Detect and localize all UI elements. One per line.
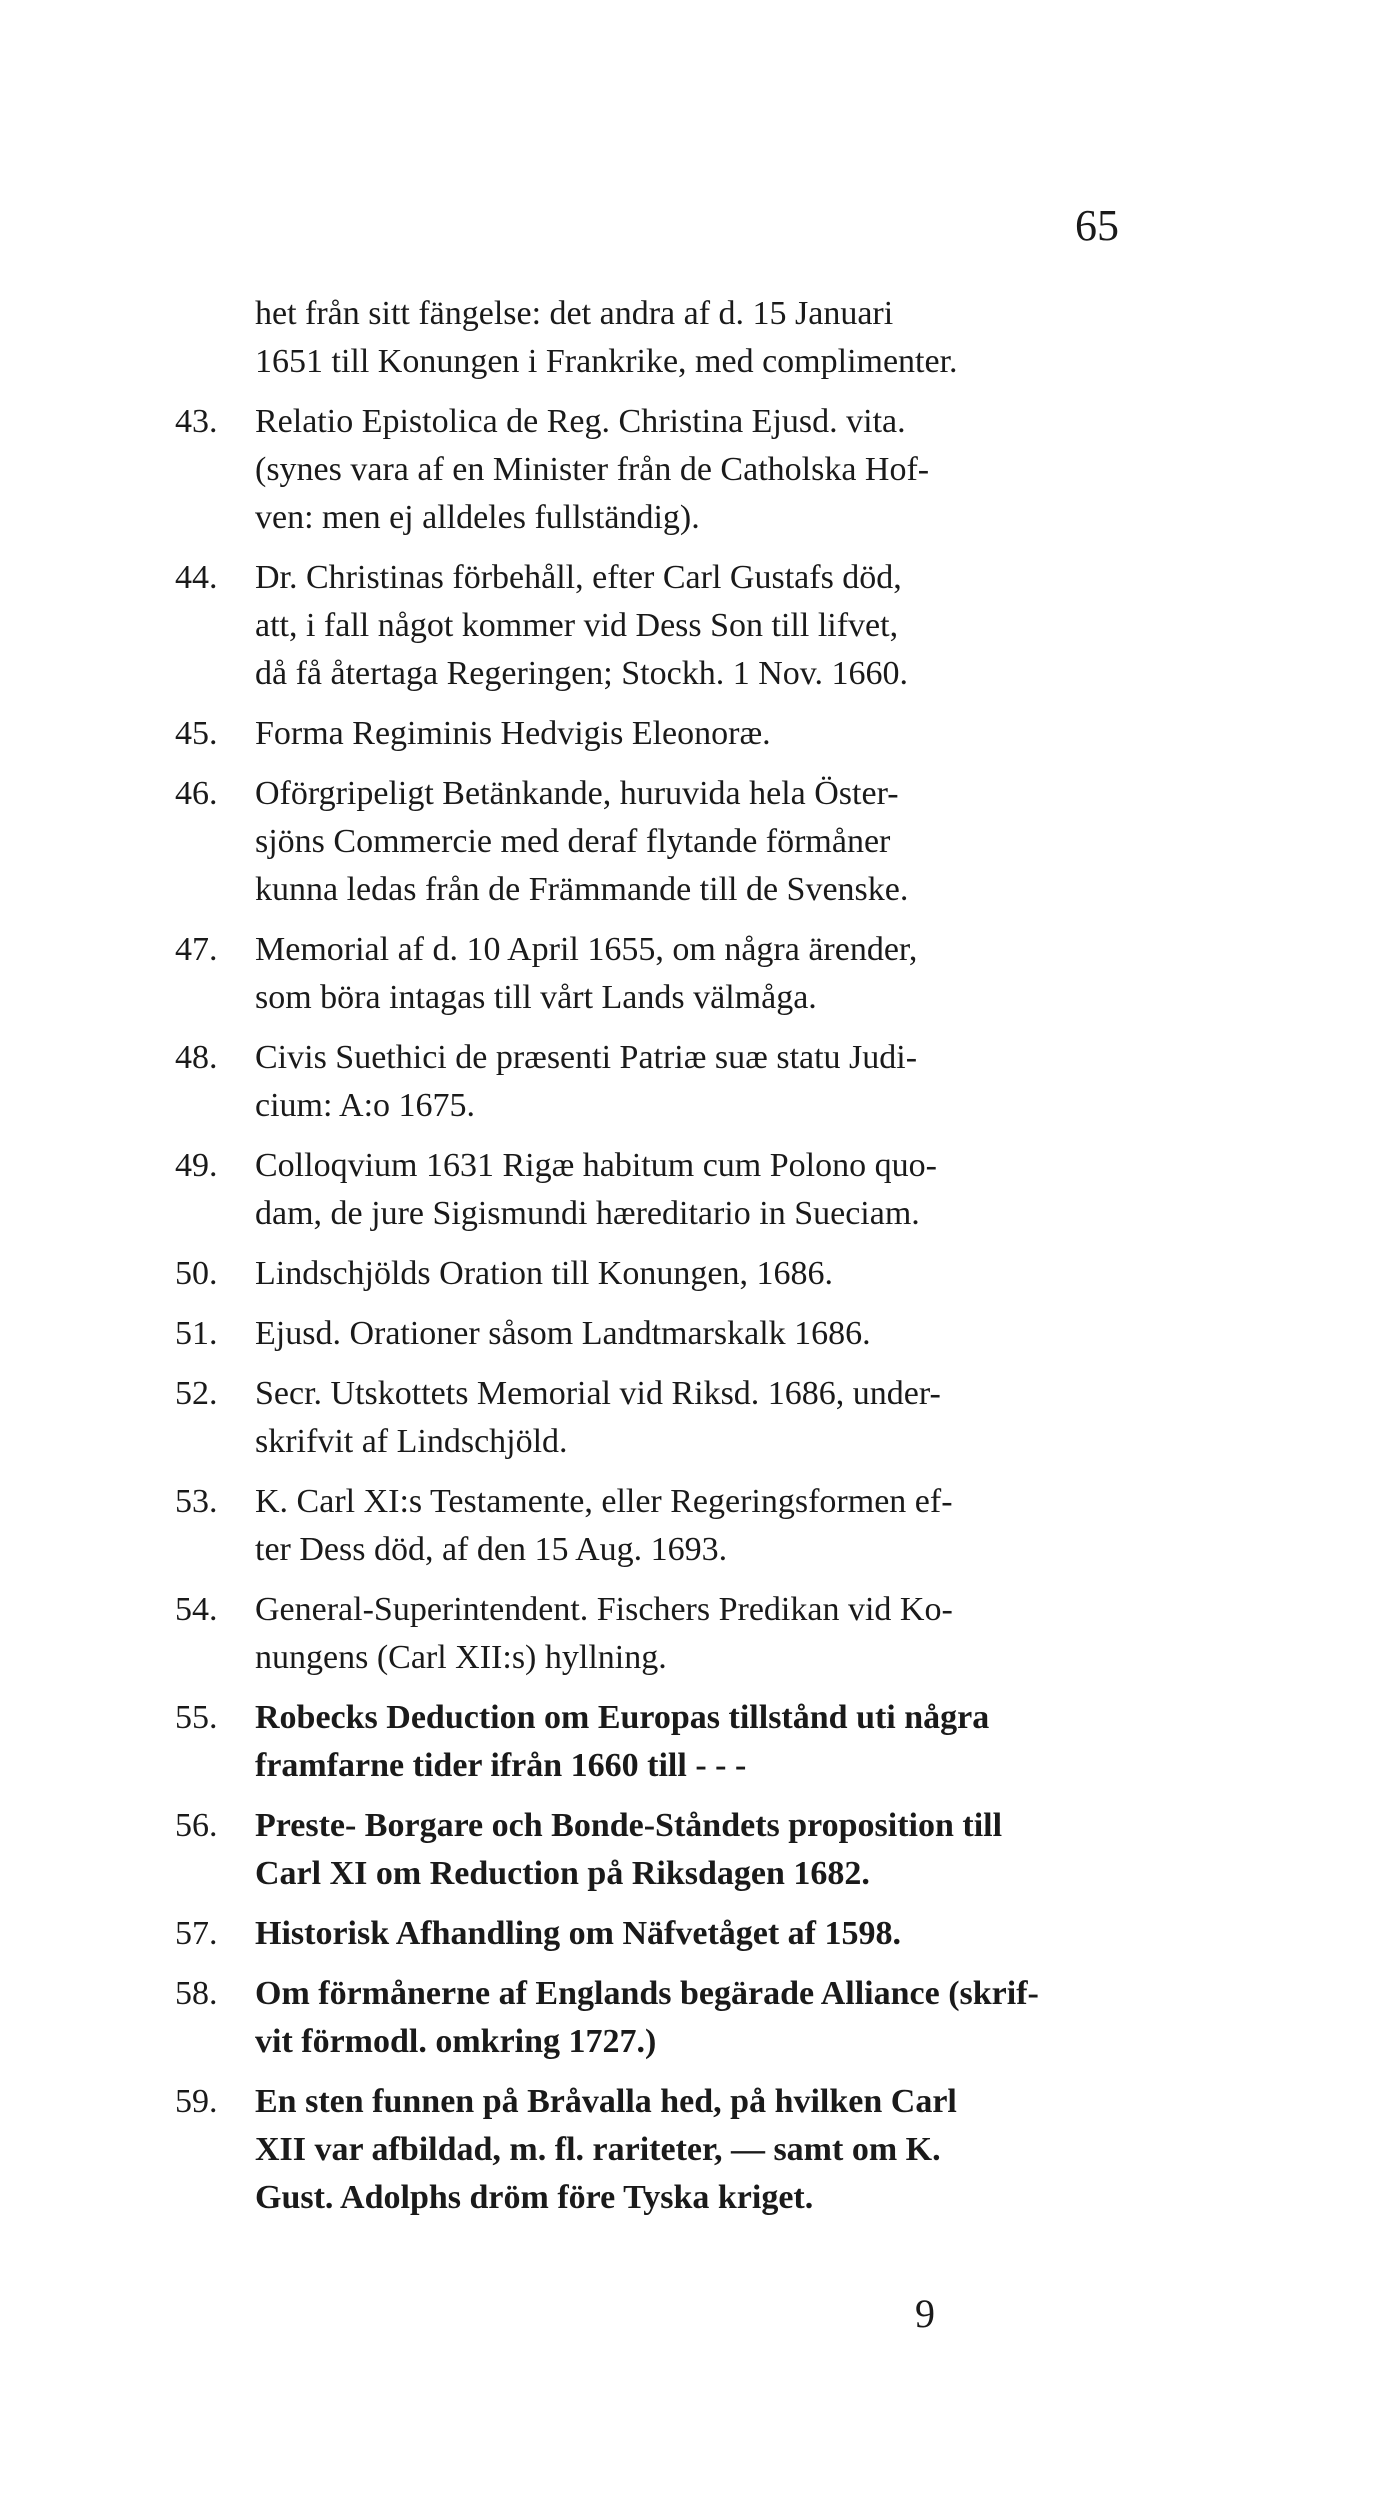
entry-text: Colloqvium 1631 Rigæ habitum cum Polono quo- <box>255 1147 937 1184</box>
list-item <box>175 1958 1185 2066</box>
text-line: het från sitt fängelse: det andra af d. 15 Januari <box>255 295 894 332</box>
text-line <box>175 1190 1185 1238</box>
entry-text: dam, de jure Sigismundi hæreditario in Sueciam. <box>255 1195 920 1232</box>
entry-text: ven: men ej alldeles fullständig). <box>255 499 700 536</box>
text-line <box>175 1310 1185 1358</box>
entry-text: K. Carl XI:s Testamente, eller Regeringsformen ef- <box>255 1483 953 1520</box>
entry-text: Memorial af d. 10 April 1655, om några ärender, <box>255 931 918 968</box>
list-item <box>175 2066 1185 2222</box>
list-item <box>175 1130 1185 1238</box>
entry-number: 58. <box>175 1975 218 2012</box>
text-line <box>175 866 1185 914</box>
text-line <box>175 494 1185 542</box>
text-line <box>175 446 1185 494</box>
text-line <box>175 2126 1185 2174</box>
page-body <box>175 290 1185 2222</box>
list-item <box>175 1574 1185 1682</box>
entry-text: Forma Regiminis Hedvigis Eleonoræ. <box>255 715 771 752</box>
entry-number: 49. <box>175 1147 218 1184</box>
entry-number: 52. <box>175 1375 218 1412</box>
entry-number: 47. <box>175 931 218 968</box>
entry-list <box>175 386 1185 2222</box>
entry-text: att, i fall något kommer vid Dess Son till lifvet, <box>255 607 899 644</box>
list-item <box>175 1358 1185 1466</box>
text-line <box>175 650 1185 698</box>
list-item <box>175 1238 1185 1298</box>
entry-text: vit förmodl. omkring 1727.) <box>255 2023 657 2060</box>
entry-text: Gust. Adolphs dröm före Tyska kriget. <box>255 2179 814 2216</box>
entry-number: 56. <box>175 1807 218 1844</box>
entry-text: Secr. Utskottets Memorial vid Riksd. 1686, under- <box>255 1375 941 1412</box>
text-line <box>175 1910 1185 1958</box>
entry-text: Robecks Deduction om Europas tillstånd uti några <box>255 1699 990 1736</box>
entry-text: Preste- Borgare och Bonde-Ståndets proposition till <box>255 1807 1003 1844</box>
continuation-text <box>175 290 1185 386</box>
entry-text: Oförgripeligt Betänkande, huruvida hela Öster- <box>255 775 899 812</box>
text-line <box>175 1742 1185 1790</box>
text-line <box>175 398 1185 446</box>
entry-number: 48. <box>175 1039 218 1076</box>
entry-text: Om förmånerne af Englands begärade Alliance (skrif- <box>255 1975 1039 2012</box>
entry-number: 46. <box>175 775 218 812</box>
signature-mark: 9 <box>915 2291 935 2336</box>
entry-text: framfarne tider ifrån 1660 till - - - <box>255 1747 747 1784</box>
text-line <box>175 1802 1185 1850</box>
page-number: 65 <box>1075 201 1119 250</box>
entry-number: 59. <box>175 2083 218 2120</box>
entry-number: 44. <box>175 559 218 596</box>
text-line <box>175 1586 1185 1634</box>
text-line <box>175 770 1185 818</box>
list-item <box>175 758 1185 914</box>
entry-text: som böra intagas till vårt Lands välmåga. <box>255 979 817 1016</box>
text-line <box>175 2174 1185 2222</box>
entry-text: Relatio Epistolica de Reg. Christina Ejusd. vita. <box>255 403 906 440</box>
text-line <box>175 1634 1185 1682</box>
entry-number: 53. <box>175 1483 218 1520</box>
entry-text: En sten funnen på Bråvalla hed, på hvilken Carl <box>255 2083 957 2120</box>
text-line <box>175 974 1185 1022</box>
entry-number: 45. <box>175 715 218 752</box>
list-item <box>175 1298 1185 1358</box>
entry-text: XII var afbildad, m. fl. rariteter, — samt om K. <box>255 2131 941 2168</box>
entry-number: 55. <box>175 1699 218 1736</box>
entry-text: Ejusd. Orationer såsom Landtmarskalk 1686. <box>255 1315 871 1352</box>
entry-text: Carl XI om Reduction på Riksdagen 1682. <box>255 1855 870 1892</box>
list-item <box>175 1898 1185 1958</box>
text-line <box>175 1526 1185 1574</box>
text-line <box>175 554 1185 602</box>
list-item <box>175 542 1185 698</box>
entry-number: 57. <box>175 1915 218 1952</box>
text-line <box>175 1034 1185 1082</box>
entry-text: då få återtaga Regeringen; Stockh. 1 Nov. 1660. <box>255 655 909 692</box>
text-line <box>175 1142 1185 1190</box>
entry-text: ter Dess död, af den 15 Aug. 1693. <box>255 1531 728 1568</box>
entry-text: nungens (Carl XII:s) hyllning. <box>255 1639 667 1676</box>
text-line <box>175 2018 1185 2066</box>
text-line <box>175 1250 1185 1298</box>
text-line <box>175 1418 1185 1466</box>
text-line: 1651 till Konungen i Frankrike, med complimenter. <box>255 343 958 380</box>
text-line <box>175 602 1185 650</box>
text-line <box>175 1694 1185 1742</box>
entry-text: General-Superintendent. Fischers Predikan vid Ko- <box>255 1591 953 1628</box>
text-line <box>175 818 1185 866</box>
text-line <box>175 1850 1185 1898</box>
entry-text: kunna ledas från de Främmande till de Svenske. <box>255 871 909 908</box>
entry-number: 54. <box>175 1591 218 1628</box>
text-line <box>175 1370 1185 1418</box>
entry-text: (synes vara af en Minister från de Catholska Hof- <box>255 451 930 488</box>
entry-number: 51. <box>175 1315 218 1352</box>
list-item <box>175 1682 1185 1790</box>
text-line <box>175 1082 1185 1130</box>
entry-number: 50. <box>175 1255 218 1292</box>
list-item <box>175 1790 1185 1898</box>
list-item <box>175 698 1185 758</box>
text-line <box>175 2078 1185 2126</box>
entry-text: Lindschjölds Oration till Konungen, 1686. <box>255 1255 833 1292</box>
entry-text: skrifvit af Lindschjöld. <box>255 1423 568 1460</box>
entry-text: Historisk Afhandling om Näfvetåget af 1598. <box>255 1915 901 1952</box>
entry-text: cium: A:o 1675. <box>255 1087 476 1124</box>
entry-text: Dr. Christinas förbehåll, efter Carl Gustafs död, <box>255 559 902 596</box>
text-line <box>175 1478 1185 1526</box>
entry-text: Civis Suethici de præsenti Patriæ suæ statu Judi- <box>255 1039 918 1076</box>
list-item <box>175 914 1185 1022</box>
entry-text: sjöns Commercie med deraf flytande förmåner <box>255 823 891 860</box>
text-line <box>175 1970 1185 2018</box>
list-item <box>175 386 1185 542</box>
list-item <box>175 1466 1185 1574</box>
text-line <box>175 926 1185 974</box>
text-line <box>175 710 1185 758</box>
list-item <box>175 1022 1185 1130</box>
entry-number: 43. <box>175 403 218 440</box>
